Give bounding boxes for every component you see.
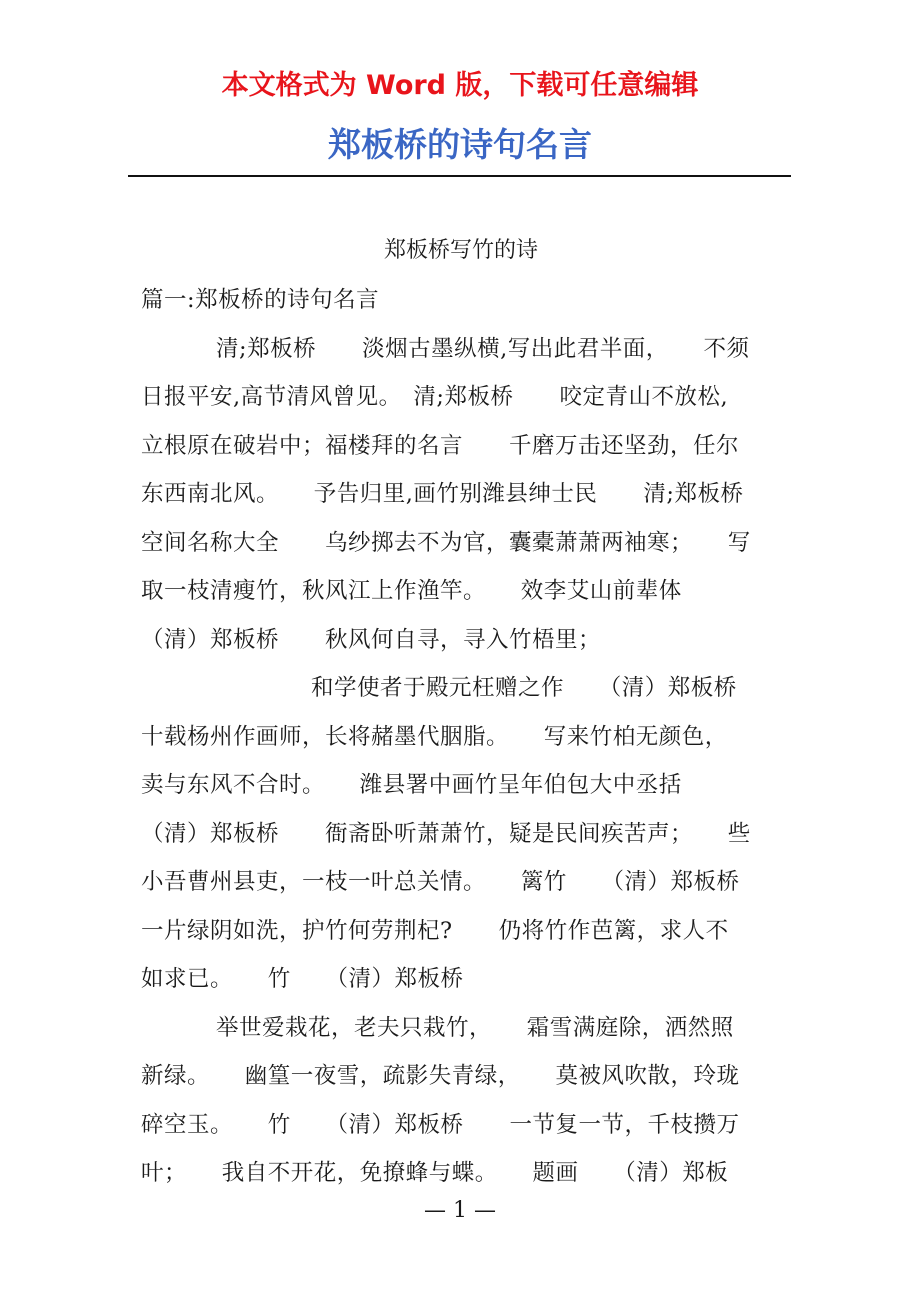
body-line: 立根原在破岩中；福楼拜的名言 千磨万击还坚劲，任尔 bbox=[141, 432, 740, 459]
body-line: 取一枝清瘦竹，秋风江上作渔竿。 效李艾山前辈体 bbox=[141, 578, 682, 604]
document-title: 郑板桥的诗句名言 bbox=[328, 125, 592, 164]
title-divider bbox=[128, 175, 791, 177]
body-line: 碎空玉。 竹 （清）郑板桥 一节复一节，千枝攒万 bbox=[141, 1111, 740, 1138]
subtitle: 郑板桥写竹的诗 bbox=[383, 238, 538, 263]
body-line: 卖与东风不合时。 潍县署中画竹呈年伯包大中丞括 bbox=[141, 772, 682, 798]
body-line: （清）郑板桥 秋风何自寻，寻入竹梧里； bbox=[141, 626, 602, 653]
page-number: — 1 — bbox=[424, 1198, 496, 1223]
body-line: 十载杨州作画师，长将赭墨代胭脂。 写来竹柏无颜色， bbox=[141, 723, 728, 750]
body-line: 如求已。 竹 （清）郑板桥 bbox=[141, 966, 464, 992]
body-line: 和学使者于殿元枉赠之作 （清）郑板桥 bbox=[311, 675, 737, 701]
body-line: 小吾曹州县吏，一枝一叶总关情。 篱竹 （清）郑板桥 bbox=[141, 869, 740, 895]
document-body bbox=[141, 226, 781, 1198]
body-line: （清）郑板桥 衙斋卧听萧萧竹，疑是民间疾苦声； 些 bbox=[141, 820, 751, 847]
body-line: 一片绿阴如洗，护竹何劳荆杞? 仍将竹作芭篱，求人不 bbox=[141, 917, 729, 944]
body-line: 叶； 我自不开花，免撩蜂与蝶。 题画 （清）郑板 bbox=[141, 1160, 729, 1186]
body-line: 日报平安,高节清风曾见。 清;郑板桥 咬定青山不放松, bbox=[141, 384, 729, 410]
body-line: 东西南北风。 予告归里,画竹别潍县绅士民 清;郑板桥 bbox=[141, 481, 744, 507]
body-line: 新绿。 幽篁一夜雪，疏影失青绿， 莫被风吹散，玲珑 bbox=[141, 1063, 740, 1089]
format-notice: 本文格式为 Word 版，下载可任意编辑 bbox=[221, 70, 699, 101]
body-line: 举世爱栽花，老夫只栽竹， 霜雪满庭除，洒然照 bbox=[216, 1014, 734, 1041]
section-heading: 篇一:郑板桥的诗句名言 bbox=[141, 287, 380, 313]
body-line: 清;郑板桥 淡烟古墨纵横,写出此君半面， 不须 bbox=[216, 335, 750, 362]
body-line: 空间名称大全 乌纱掷去不为官，囊橐萧萧两袖寒； 写 bbox=[141, 529, 751, 556]
